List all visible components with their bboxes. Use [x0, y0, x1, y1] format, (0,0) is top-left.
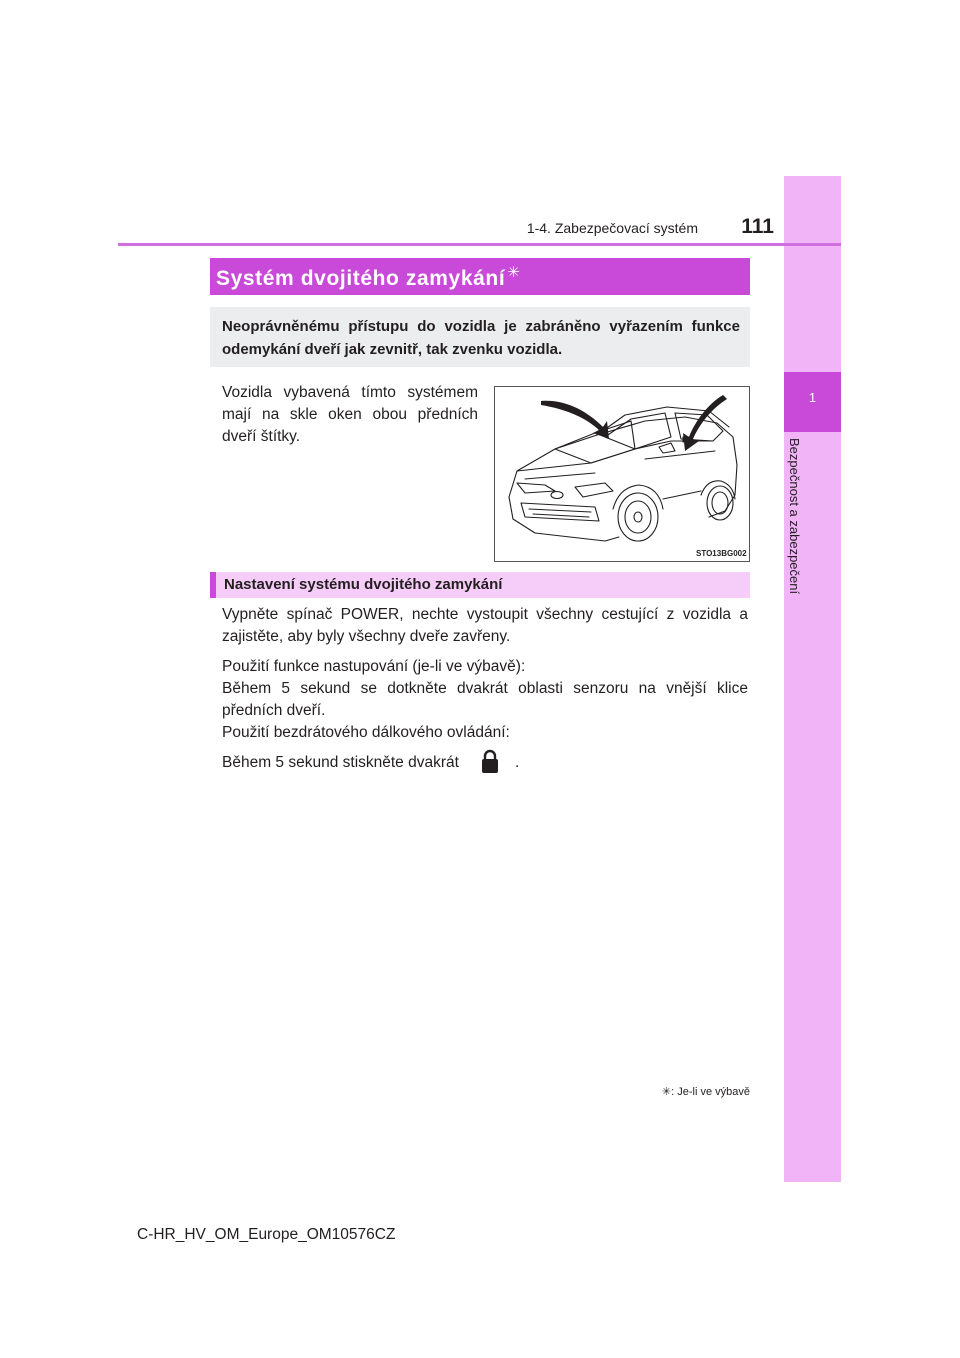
page-title-text: Systém dvojitého zamykání: [216, 267, 506, 290]
side-tab: [784, 176, 841, 1182]
chapter-number: 1: [808, 390, 817, 405]
remote-text-end: .: [514, 754, 520, 771]
label-paragraph: Vozidla vybavená tímto systémem mají na skle oken obou předních dveří štítky.: [222, 384, 478, 445]
remote-text: Během 5 sekund stiskněte dvakrát: [222, 754, 459, 771]
entry-function-title: Použití funkce nastupování (je-li ve výbavě):: [222, 658, 526, 675]
footnote-marker: ✳: [661, 1086, 672, 1098]
page-title: [216, 263, 520, 291]
lock-icon: [477, 748, 503, 774]
footnote: [560, 1085, 750, 1098]
remote-title: Použití bezdrátového dálkového ovládání:: [222, 724, 510, 741]
step-text: Vypněte spínač POWER, nechte vystoupit všechny cestující z vozidla a zajistěte, aby byly všechny dveře zavřeny.: [222, 606, 748, 645]
header-rule: [118, 243, 841, 246]
illustration-code: STO13BG002: [696, 549, 747, 558]
car-drawing: [495, 387, 749, 561]
page-number: 111: [741, 215, 774, 238]
remote-instruction: [222, 748, 748, 774]
subheading-accent: [210, 572, 216, 598]
section-header: 1-4. Zabezpečovací systém: [526, 220, 698, 236]
intro-text: Neoprávněnému přístupu do vozidla je zabráněno vyřazením funkce odemykání dveří jak zevnitř, tak zvenku vozidla.: [222, 318, 740, 358]
footnote-text: : Je-li ve výbavě: [671, 1086, 750, 1098]
car-illustration: [494, 386, 750, 562]
entry-function-text: Během 5 sekund se dotkněte dvakrát oblasti senzoru na vnější klice předních dveří.: [222, 680, 748, 719]
subheading: Nastavení systému dvojitého zamykání: [224, 576, 503, 593]
chapter-title: Bezpečnost a zabezpečení: [787, 438, 802, 595]
title-marker: ✳: [507, 264, 521, 281]
entry-function-block: [222, 656, 748, 744]
document-id: C-HR_HV_OM_Europe_OM10576CZ: [137, 1226, 396, 1243]
